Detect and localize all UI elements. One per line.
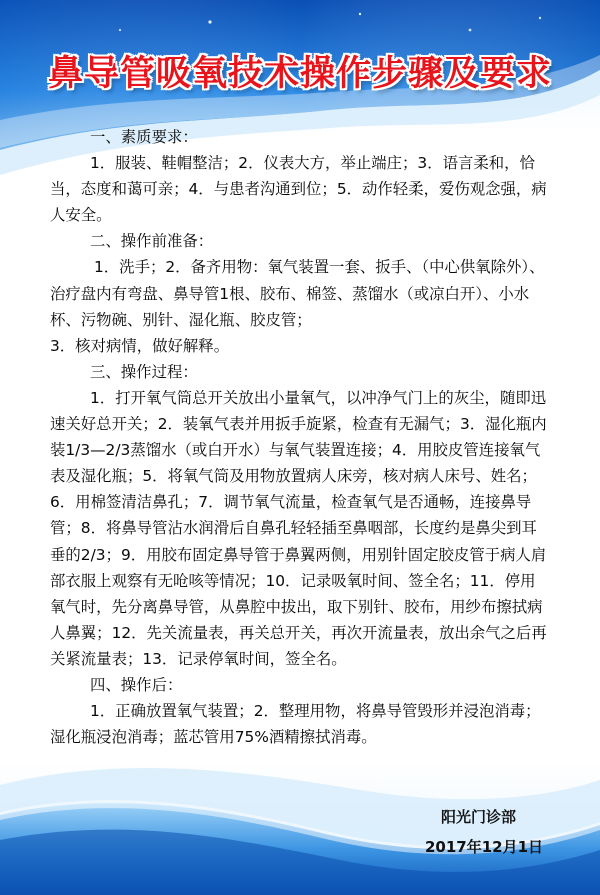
section-heading-procedure: 三、操作过程： (90, 362, 198, 381)
organization-name: 阳光门诊部 (441, 808, 517, 826)
page-title: 鼻导管吸氧技术操作步骤及要求 (47, 54, 552, 94)
section-text-procedure: 1．打开氧气筒总开关放出小量氧气，以冲净气门上的灰尘，随即迅速关好总开关；2．装氧气表并用扳手旋紧，检查有无漏气；3．湿化瓶内装1/3—2/3蒸馏水（或白开水）与氧气装置连接；4．用胶皮管连接氧气表及湿化瓶；5．将氧气筒及用物放置病人床旁，核对病人床号、姓名；6．用棉签清洁鼻孔；7．调节氧气流量，检查氧气是否通畅，连接鼻导管；8．将鼻导管沾水润滑后自鼻孔轻轻插至鼻咽部，长度约是鼻尖到耳垂的2/3；9．用胶布固定鼻导管于鼻翼两侧，用别针固定胶皮管于病人肩部衣服上观察有无呛咳等情况；10．记录吸氧时间、签全名；11．停用氧气时，先分离鼻导管，从鼻腔中拔出，取下别针、胶布，用纱布擦拭病人鼻翼；12．先关流量表，再关总开关，再次开流量表，放出余气之后再关紧流量表；13．记录停氧时间，签全名。 (50, 388, 547, 668)
section-text-preparation: 1．洗手；2．备齐用物：氧气装置一套、扳手、（中心供氧除外）、治疗盘内有弯盘、鼻导管1根、胶布、棉签、蒸馏水（或凉白开）、小水杯、污物碗、别针、湿化瓶、胶皮管； (50, 258, 545, 329)
issue-date: 2017年12月1日 (425, 838, 544, 856)
section-text-preparation-2: 3．核对病情，做好解释。 (50, 336, 230, 355)
section-heading-preparation: 二、操作前准备： (90, 232, 214, 251)
section-heading-qualities: 一、素质要求： (90, 128, 198, 146)
document-body (50, 124, 550, 750)
section-text-after: 1．正确放置氧气装置；2．整理用物，将鼻导管毁形并浸泡消毒；湿化瓶浸泡消毒；蓝芯管用75%酒精擦拭消毒。 (50, 702, 541, 747)
section-text-qualities: 1．服装、鞋帽整洁；2．仪表大方，举止端庄；3．语言柔和，恰当，态度和蔼可亲；4．与患者沟通到位；5．动作轻柔，爱伤观念强，病人安全。 (50, 154, 547, 225)
section-heading-after: 四、操作后： (90, 675, 183, 694)
